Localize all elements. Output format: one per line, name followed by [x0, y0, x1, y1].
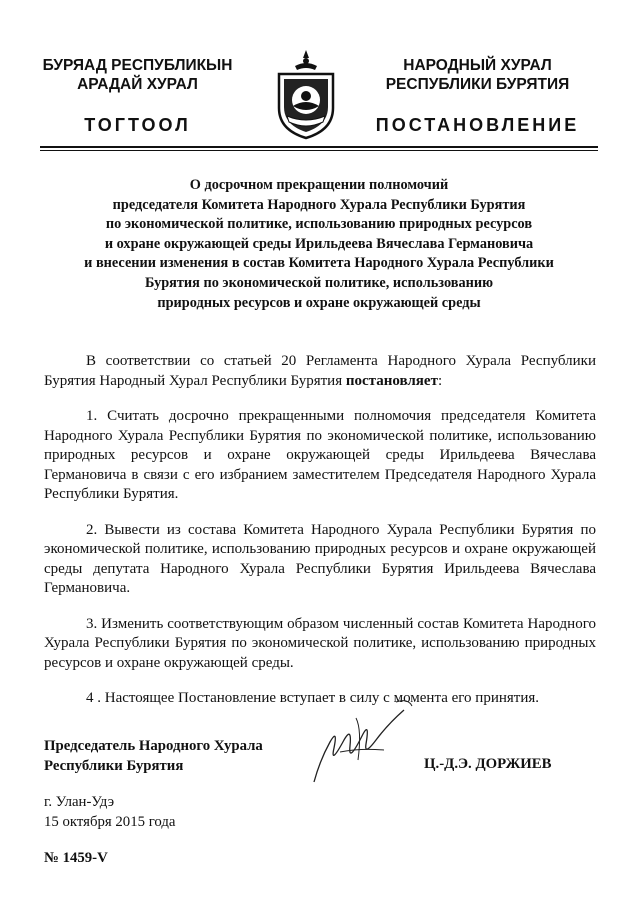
intro-text: В соответствии со статьей 20 Регламента Народного Хурала Республики Бурятия Народный Хурал Республики Бурятия	[44, 353, 596, 389]
title-line: Бурятия по экономической политике, использованию	[144, 274, 494, 291]
title-line: председателя Комитета Народного Хурала Республики Бурятия	[112, 196, 526, 213]
doc-type-russian: ПОСТАНОВЛЕНИЕ	[375, 115, 580, 135]
title-line: природных ресурсов и охране окружающей среды	[157, 294, 481, 311]
title-line: О досрочном прекращении полномочий	[189, 177, 449, 193]
intro-bold-verb: постановляет	[345, 372, 438, 389]
signatory-name: Ц.-Д.Э. ДОРЖИЕВ	[424, 756, 552, 772]
resolution-number: № 1459-V	[44, 850, 108, 866]
place-and-date	[44, 793, 175, 832]
item-paragraph: 3. Изменить соответствующим образом численный состав Комитета Народного Хурала Республики Бурятия по экономической политике, использованию природных ресурсов и охране окружающей среды.	[44, 615, 596, 671]
signatory-title-line-1: Председатель Народного Хурала	[44, 738, 263, 754]
doc-type-buryat: ТОГТООЛ	[84, 115, 191, 135]
item-paragraph: 2. Вывести из состава Комитета Народного Хурала Республики Бурятия по экономической политике, использованию природных ресурсов и охране окружающей среды депутата Народного Хурала Республики Бурятия Ирильдеева Вячеслава Германовича.	[44, 521, 596, 596]
date: 15 октября 2015 года	[44, 813, 176, 830]
signatory-title-line-2: Республики Бурятия	[44, 757, 184, 774]
coat-of-arms-icon	[273, 48, 339, 140]
handwritten-signature-icon	[300, 690, 420, 790]
header-right-line-2: РЕСПУБЛИКИ БУРЯТИЯ	[385, 76, 570, 93]
header-divider-thin	[40, 150, 598, 151]
intro-end: :	[437, 372, 443, 389]
header-left-line-1: БУРЯАД РЕСПУБЛИКЫН	[42, 57, 233, 74]
resolution-title	[40, 176, 598, 313]
item-paragraph: 1. Считать досрочно прекращенными полномочия председателя Комитета Народного Хурала Республики Бурятия по экономической политике, использованию природных ресурсов и охране окружающей среды Ирильдеева Вячеслава Германовича в связи с его избранием заместителем Председателя Народного Хурала Республики Бурятия.	[44, 408, 596, 502]
city: г. Улан-Удэ	[44, 794, 115, 810]
title-line: и внесении изменения в состав Комитета Народного Хурала Республики	[84, 255, 554, 272]
title-line: по экономической политике, использованию природных ресурсов	[105, 216, 533, 233]
intro-paragraph	[44, 352, 596, 391]
title-line: и охране окружающей среды Ирильдеева Вячеслава Германовича	[104, 235, 534, 252]
header-right-line-1: НАРОДНЫЙ ХУРАЛ	[403, 57, 552, 74]
header-left-line-2: АРАДАЙ ХУРАЛ	[77, 76, 198, 93]
signatory-title	[44, 737, 263, 776]
header-left-org	[30, 56, 245, 94]
item-paragraph: 4 . Настоящее Постановление вступает в силу с момента его принятия.	[86, 690, 540, 706]
header-right-org	[365, 56, 590, 94]
resolution-body	[44, 352, 596, 725]
header-divider-thick	[40, 146, 598, 148]
